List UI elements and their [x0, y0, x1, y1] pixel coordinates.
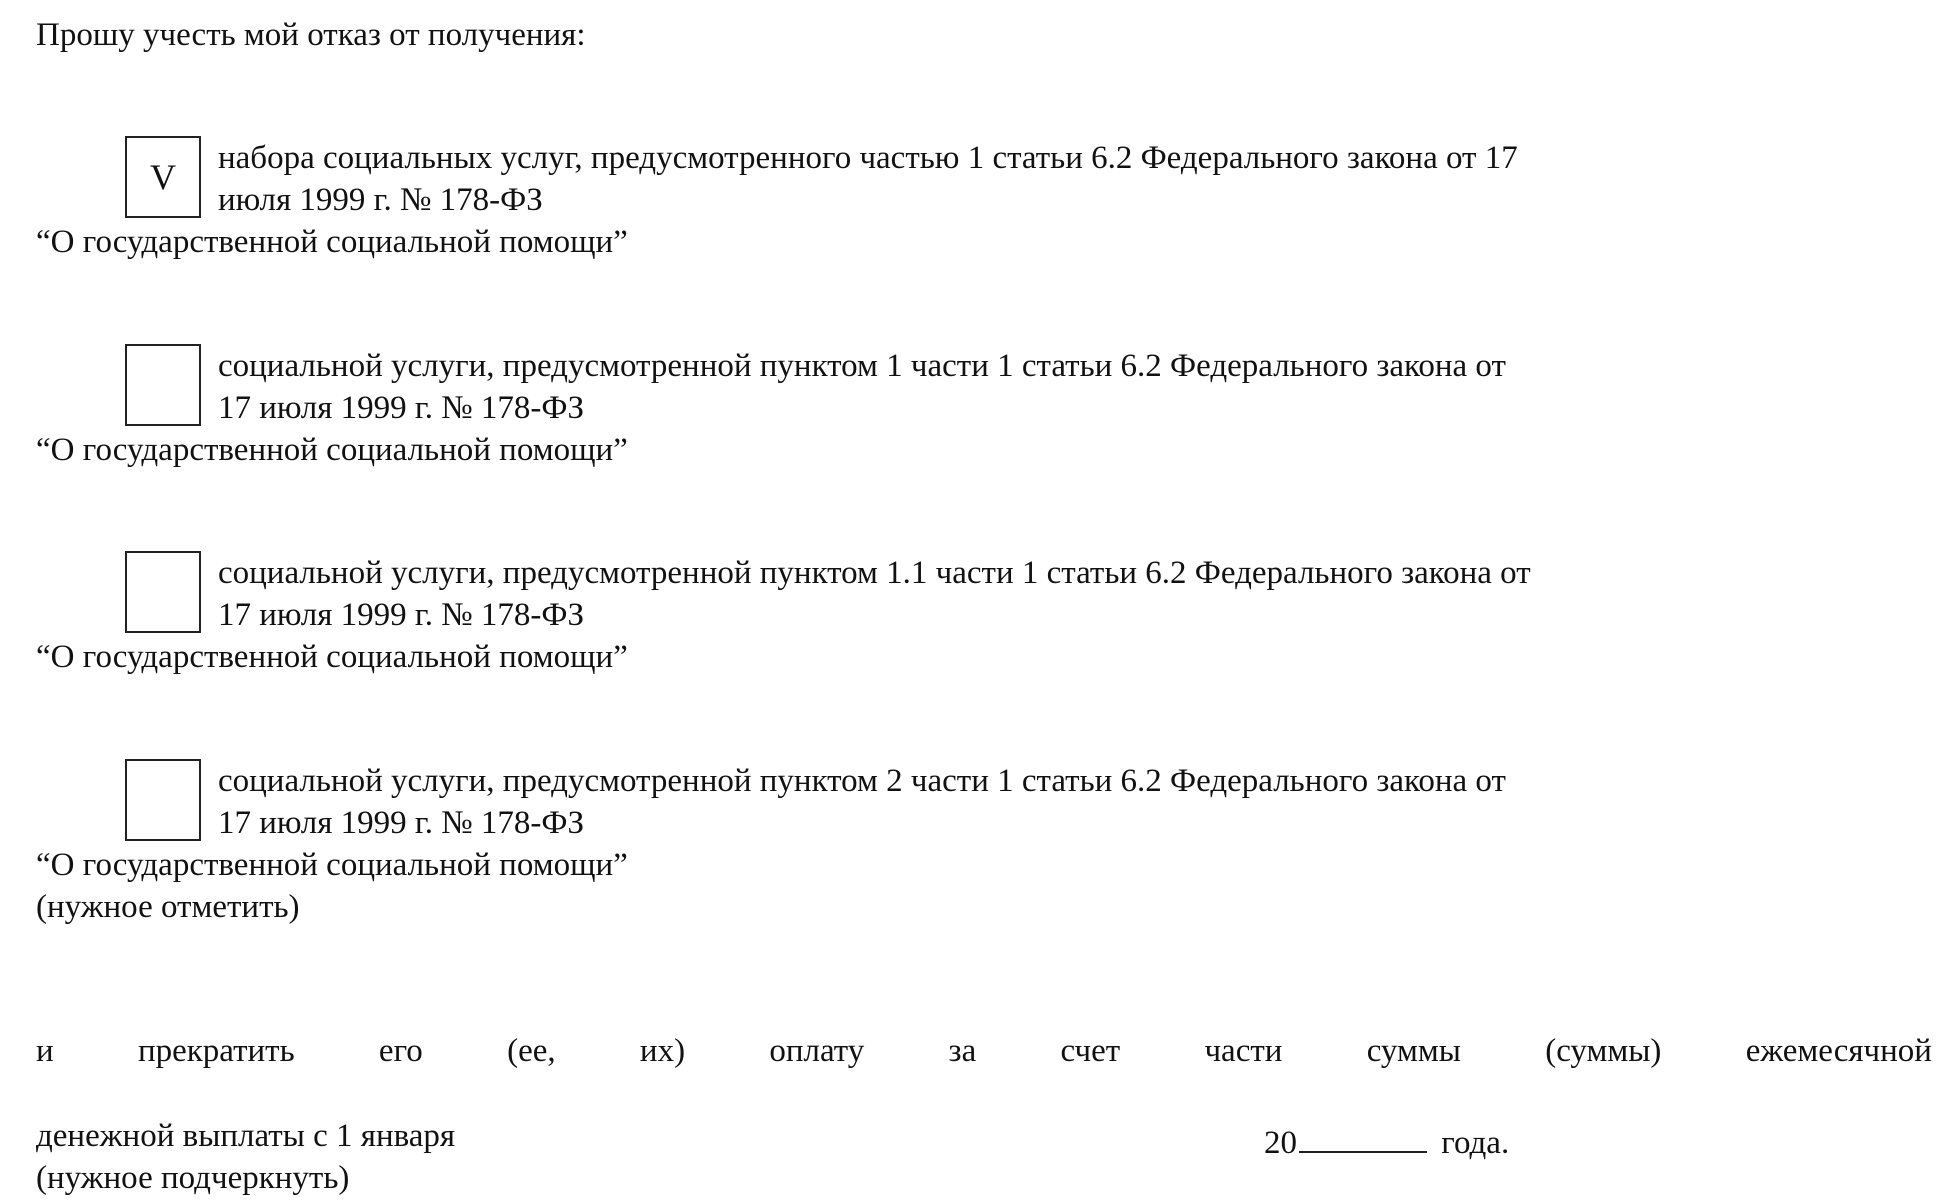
option-checkbox-set[interactable]: V [125, 136, 201, 218]
option-checkbox-item-1[interactable] [125, 344, 201, 426]
word: и [36, 1033, 54, 1069]
option-line-1: набора социальных услуг, предусмотренного частью 1 статьи 6.2 Федерального закона от 17 [218, 140, 1518, 176]
underline-note: (нужное подчеркнуть) [36, 1160, 350, 1196]
intro-text: Прошу учесть мой отказ от получения: [36, 17, 586, 53]
word: прекратить [137, 1033, 295, 1069]
word: (ее, [507, 1033, 556, 1069]
option-law-title: “О государственной социальной помощи” [36, 847, 628, 883]
option-line-2: 17 июля 1999 г. № 178-ФЗ [218, 805, 585, 841]
year-input-line[interactable] [1299, 1115, 1427, 1153]
option-line-2: 17 июля 1999 г. № 178-ФЗ [218, 390, 585, 426]
option-checkbox-item-1-1[interactable] [125, 551, 201, 633]
word: части [1204, 1033, 1283, 1069]
option-checkbox-item-2[interactable] [125, 759, 201, 841]
option-line-1: социальной услуги, предусмотренной пунктом 1 части 1 статьи 6.2 Федерального закона от [218, 348, 1506, 384]
payment-start-text: денежной выплаты с 1 января [36, 1118, 456, 1154]
option-line-2: 17 июля 1999 г. № 178-ФЗ [218, 597, 585, 633]
word: его [378, 1033, 423, 1069]
mark-note: (нужное отметить) [36, 889, 300, 925]
year-suffix: года. [1441, 1125, 1510, 1161]
word: за [948, 1033, 977, 1069]
word: ежемесячной [1745, 1033, 1932, 1069]
word: суммы [1366, 1033, 1461, 1069]
option-law-title: “О государственной социальной помощи” [36, 432, 628, 468]
year-field [1264, 1115, 1509, 1164]
option-line-2: июля 1999 г. № 178-ФЗ [218, 182, 543, 218]
word: их) [639, 1033, 686, 1069]
year-prefix: 20 [1264, 1125, 1297, 1161]
word: оплату [769, 1033, 865, 1069]
word: (суммы) [1545, 1033, 1662, 1069]
stop-payment-line [36, 1030, 1932, 1072]
option-law-title: “О государственной социальной помощи” [36, 639, 628, 675]
option-law-title: “О государственной социальной помощи” [36, 224, 628, 260]
option-line-1: социальной услуги, предусмотренной пунктом 1.1 части 1 статьи 6.2 Федерального закона от [218, 555, 1531, 591]
word: счет [1060, 1033, 1121, 1069]
option-line-1: социальной услуги, предусмотренной пунктом 2 части 1 статьи 6.2 Федерального закона от [218, 763, 1506, 799]
